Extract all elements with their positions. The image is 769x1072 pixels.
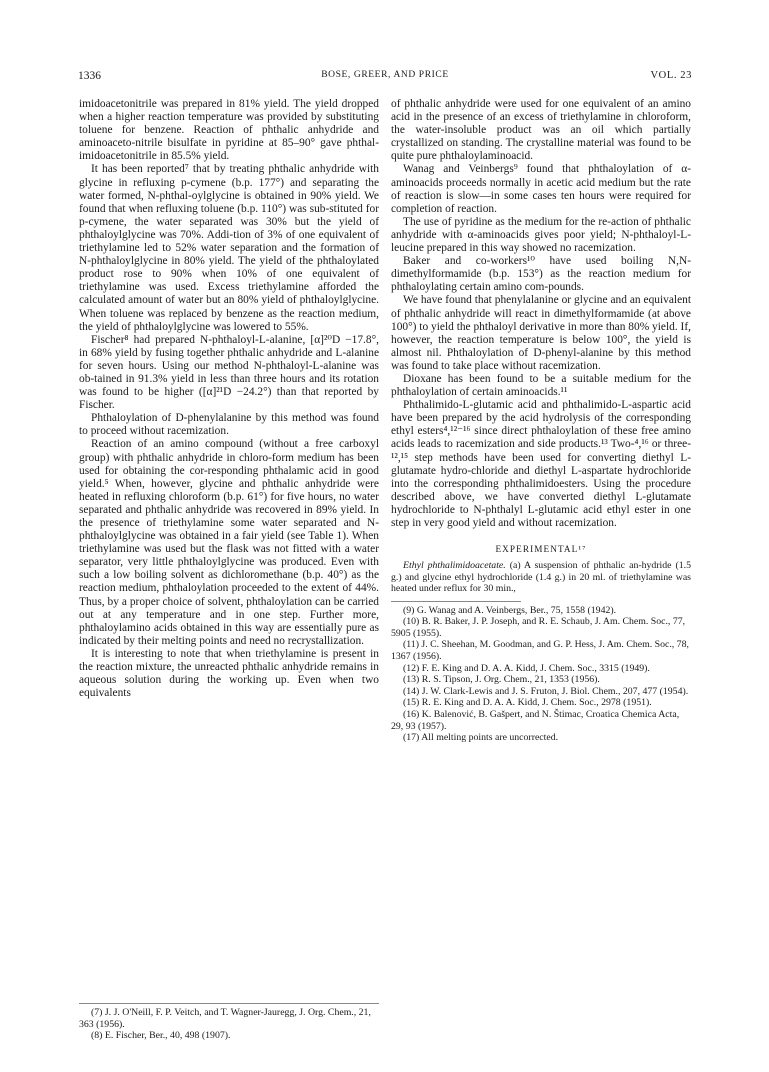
footnote: (12) F. E. King and D. A. A. Kidd, J. Chem. Soc., 3315 (1949). — [403, 662, 650, 674]
running-header — [78, 70, 692, 86]
footnote-rule — [391, 601, 521, 602]
left-footnotes — [79, 1003, 379, 1042]
right-column — [391, 98, 691, 744]
right-footnotes — [391, 605, 691, 744]
footnote: (9) G. Wanag and A. Veinbergs, Ber., 75, 1558 (1942). — [403, 604, 617, 616]
footnote: (16) K. Balenović, B. Gašpert, and N. Štimac, Croatica Chemica Acta, 29, 93 (1957). — [391, 708, 680, 732]
section-heading: EXPERIMENTAL¹⁷ — [495, 544, 587, 555]
body-paragraph: We have found that phenylalanine or glycine and an equivalent of phthalic anhydride will react in dimethylformamide (at above 100°) to yield the phthaloyl derivative in more than 80% yield. If, however, the reaction temperature is below 100°, the yield is almost nil. Phthaloylation of D-phenyl-alanine by this method was found to take place without racemization. — [391, 294, 691, 372]
body-paragraph: Reaction of an amino compound (without a free carboxyl group) with phthalic anhydride in chloro-form medium has been used for obtaining the cor-responding phthalamic acid in good yield.⁵ When, however, glycine and phthalic anhydride were heated in refluxing chloroform (b.p. 61°) for five hours, no water separated and phthalic anhydride was recovered in 89% yield. In the presence of triethylamine some water separated and N-phthaloylglycine was obtained in a fair yield (see Table 1). When triethylamine was used but the flask was not fitted with a water separator, very little phthaloylglycine was produced. Even with such a low boiling solvent as dichloromethane (b.p. 40°) as the reaction medium, phthaloylation proceeded to the extent of 44%. Thus, by a proper choice of solvent, phthaloylation can be carried out at any temperature and in one step. Further more, phthaloylamino acids obtained in this way are essentially pure as indicated by their melting points and need no recrystallization. — [79, 438, 379, 647]
body-paragraph: imidoacetonitrile was prepared in 81% yield. The yield dropped when a higher reaction temperature was provided by substituting toluene for benzene. Reaction of phthalic anhydride and aminoaceto-nitrile bisulfate in pyridine at 85–90° gave phthal-imidoacetonitrile in 85.5% yield. — [79, 98, 379, 163]
footnote: (13) R. S. Tipson, J. Org. Chem., 21, 1353 (1956). — [403, 674, 600, 686]
body-paragraph: It has been reported⁷ that by treating phthalic anhydride with glycine in refluxing p-cymene (b.p. 177°) and separating the water formed, N-phthal-oylglycine is obtained in 90% yield. We found that when refluxing toluene (b.p. 110°) was sub-stituted for p-cymene, the water separated was 30% but the yield of phthaloylglycine was 70%. Addi-tion of 3% of one equivalent of triethylamine led to 52% water separation and the formation of N-phthaloylglycine in 80% yield. The yield of the phthaloylated product rose to 90% when 10% of one equivalent of triethylamine was used. Excess triethylamine afforded the calculated amount of water but an 80% yield of phthaloylglycine. When toluene was replaced by benzene as the reaction medium, the yield of phthaloylglycine was lowered to 55%. — [79, 163, 379, 333]
body-paragraph: Dioxane has been found to be a suitable medium for the phthaloylation of certain aminoacids.¹¹ — [391, 372, 691, 399]
body-paragraph: Phthaloylation of D-phenylalanine by this method was found to proceed without racemization. — [79, 412, 379, 438]
volume-label: VOL. 23 — [650, 70, 692, 81]
experimental-title: Ethyl phthalimidoacetate. — [403, 560, 506, 572]
running-authors: BOSE, GREER, AND PRICE — [321, 70, 449, 80]
footnote: (14) J. W. Clark-Lewis and J. S. Fruton, J. Biol. Chem., 207, 477 (1954). — [403, 685, 689, 697]
body-paragraph: Fischer⁸ had prepared N-phthaloyl-L-alanine, [α]²⁰D −17.8°, in 68% yield by fusing together phthalic anhydride and L-alanine for seven hours. Using our method N-phthaloyl-L-alanine was ob-tained in 91.3% yield in less than three hours and its rotation was found to be higher ([α]²¹D −24.2°) than that reported by Fischer. — [79, 333, 379, 412]
footnote: (15) R. E. King and D. A. A. Kidd, J. Chem. Soc., 2978 (1951). — [403, 697, 652, 709]
footnote: (17) All melting points are uncorrected. — [403, 732, 559, 744]
left-column — [79, 98, 379, 700]
body-paragraph: The use of pyridine as the medium for the re-action of phthalic anhydride with α-aminoacids gives poor yield; N-phthaloyl-L-leucine prepared in this way showed no racemization. — [391, 215, 691, 255]
footnote: (11) J. C. Sheehan, M. Goodman, and G. P. Hess, J. Am. Chem. Soc., 78, 1367 (1956). — [391, 639, 689, 662]
experimental-text: (a) A suspension of phthalic an-hydride (1.5 g.) and glycine ethyl hydrochloride (1.4 g.) in 20 ml. of triethylamine was heated under reflux for 30 min., — [391, 560, 691, 595]
body-paragraph: of phthalic anhydride were used for one equivalent of an amino acid in the presence of an excess of triethylamine in chloroform, the water-insoluble product was an oil which partially crystallized on standing. The crystalline material was found to be quite pure phthaloylaminoacid. — [391, 98, 691, 163]
footnote: (8) E. Fischer, Ber., 40, 498 (1907). — [91, 1030, 231, 1042]
experimental-paragraph — [391, 560, 691, 595]
footnote: (7) J. J. O'Neill, F. P. Veitch, and T. Wagner-Jauregg, J. Org. Chem., 21, 363 (1956). — [79, 1007, 371, 1030]
body-paragraph: Baker and co-workers¹⁰ have used boiling N,N-dimethylformamide (b.p. 153°) as the reaction medium for phthaloylating certain amino com-pounds. — [391, 255, 691, 294]
body-paragraph: It is interesting to note that when triethylamine is present in the reaction mixture, the unreacted phthalic anhydride remains in aqueous solution during the working up. Even when two equivalents — [79, 647, 379, 700]
page-number: 1336 — [78, 70, 101, 82]
body-paragraph: Phthalimido-L-glutamic acid and phthalimido-L-aspartic acid have been prepared by the acid hydrolysis of the corresponding ethyl esters⁴,¹²⁻¹⁶ since direct phthaloylation of these free amino acids leads to racemization and side products.¹³ Two-⁴,¹⁶ or three-¹²,¹⁵ step methods have been used for converting diethyl L-glutamate hydro-chloride and diethyl L-aspartate hydrochloride into the corresponding phthalimidoesters. Using the procedure described above, we have converted diethyl L-glutamate hydrochloride to N-phthalyl L-glutamic acid ethyl ester in one step in very good yield and without racemization. — [391, 399, 691, 529]
body-paragraph: Wanag and Veinbergs⁹ found that phthaloylation of α-aminoacids proceeds normally in acetic acid medium but the rate of reaction is slow—in some cases ten hours were required for completion of reaction. — [391, 163, 691, 215]
footnote: (10) B. R. Baker, J. P. Joseph, and R. E. Schaub, J. Am. Chem. Soc., 77, 5905 (1955). — [391, 616, 686, 639]
